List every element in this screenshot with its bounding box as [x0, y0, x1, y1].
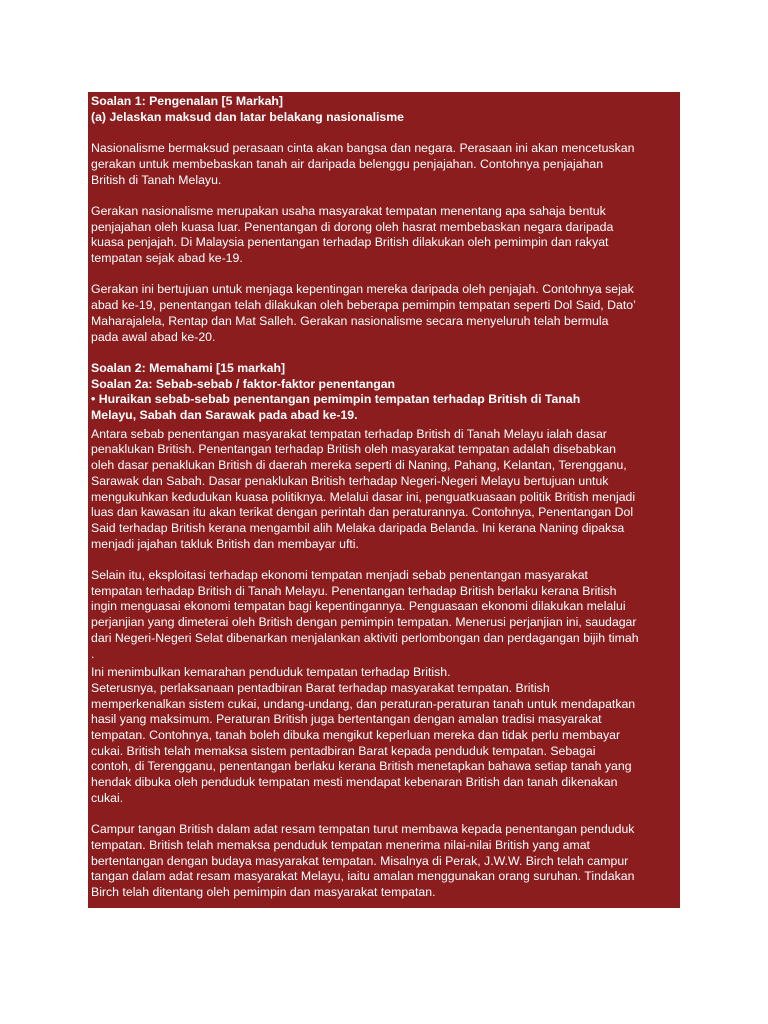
paragraph-conquest-policy: Antara sebab penentangan masyarakat tempatan terhadap British di Tanah Melayu ialah dasar penaklukan British. Penentangan terhadap British oleh masyarakat tempatan adalah disebabkan oleh dasar penaklukan British di daerah mereka seperti di Naning, Pahang, Kelantan, Terengganu, Sarawak dan Sabah. Dasar penaklukan British terhadap Negeri-Negeri Melayu bertujuan untuk mengukuhkan kedudukan kuasa politiknya. Melalui dasar ini, penguatkuasaan politik British menjadi luas dan kawasan itu akan terikat dengan perintah dan peraturannya. Contohnya, Penentangan Dol Said terhadap British kerana mengambil alih Melaka daripada Belanda. Ini kerana Naning dipaksa menjadi jajahan takluk British dan membayar ufti.	[91, 426, 636, 551]
question-2-heading: Soalan 2: Memahami [15 markah]	[91, 360, 286, 375]
spacer	[91, 552, 677, 568]
question-1a-heading: (a) Jelaskan maksud dan latar belakang nasionalisme	[91, 109, 405, 124]
document-text	[91, 94, 677, 901]
paragraph-movement-purpose: Gerakan ini bertujuan untuk menjaga kepentingan mereka daripada oleh penjajah. Contohnya sejak abad ke-19, penentangan telah dilakukan oleh beberapa pemimpin tempatan seperti Dol Said, Dato’ Maharajalela, Rentap dan Mat Salleh. Gerakan nasionalisme secara menyeluruh telah bermula pada awal abad ke-20.	[91, 282, 636, 344]
question-1-heading: Soalan 1: Pengenalan [5 Markah]	[91, 94, 284, 108]
document-panel	[88, 92, 680, 908]
spacer	[91, 125, 677, 141]
paragraph-customs-interference: Campur tangan British dalam adat resam tempatan turut membawa kepada penentangan penduduk tempatan. British telah memaksa penduduk tempatan menerima nilai-nilai British yang amat bertentangan dengan budaya masyarakat tempatan. Misalnya di Perak, J.W.W. Birch telah campur tangan dalam adat resam masyarakat Melayu, iaitu amalan menggunakan orang suruhan. Tindakan Birch telah ditentang oleh pemimpin dan masyarakat tempatan.	[91, 822, 635, 900]
paragraph-nationalism-meaning: Nasionalisme bermaksud perasaan cinta akan bangsa dan negara. Perasaan ini akan mencetuskan gerakan untuk membebaskan tanah air daripada belenggu penjajahan. Contohnya penjajahan British di Tanah Melayu.	[91, 141, 635, 187]
bullet-question: • Huraikan sebab-sebab penentangan pemimpin tempatan terhadap British di Tanah Melayu, Sabah dan Sarawak pada abad ke-19.	[91, 392, 581, 422]
paragraph-western-administration: Ini menimbulkan kemarahan penduduk tempatan terhadap British. Seterusnya, perlaksanaan pentadbiran Barat terhadap masyarakat tempatan. British memperkenalkan sistem cukai, undang-undang, dan peraturan-peraturan tanah untuk mendapatkan hasil yang maksimum. Peraturan British juga bertentangan dengan amalan tradisi masyarakat tempatan. Contohnya, tanah boleh dibuka mengikut keperluan mereka dan tidak perlu membayar cukai. British telah memaksa sistem pentadbiran Barat kepada penduduk tempatan. Sebagai contoh, di Terengganu, penentangan berlaku kerana British menetapkan bahawa setiap tanah yang hendak dibuka oleh penduduk tempatan mesti mendapat kebenaran British dan tanah dikenakan cukai.	[91, 665, 636, 805]
spacer	[91, 807, 677, 823]
paragraph-nationalism-movement: Gerakan nasionalisme merupakan usaha masyarakat tempatan menentang apa sahaja bentuk penjajahan oleh kuasa luar. Penentangan di dorong oleh hasrat membebaskan negara daripada kuasa penjajah. Di Malaysia penentangan terhadap British dilakukan oleh pemimpin dan rakyat tempatan sejak abad ke-19.	[91, 203, 614, 265]
question-2a-heading: Soalan 2a: Sebab-sebab / faktor-faktor penentangan	[91, 376, 396, 391]
spacer	[91, 345, 677, 361]
spacer	[91, 188, 677, 204]
paragraph-economic-exploitation: Selain itu, eksploitasi terhadap ekonomi tempatan menjadi sebab penentangan masyarakat tempatan terhadap British di Tanah Melayu. Penentangan terhadap British berlaku kerana British ingin menguasai ekonomi tempatan bagi kepentingannya. Penguasaan ekonomi dilakukan melalui perjanjian yang dimeterai oleh British dengan pemimpin tempatan. Menerusi perjanjian ini, saudagar dari Negeri-Negeri Selat dibenarkan menjalankan aktiviti perlombongan dan perdagangan bijih timah .	[91, 568, 639, 661]
spacer	[91, 267, 677, 283]
